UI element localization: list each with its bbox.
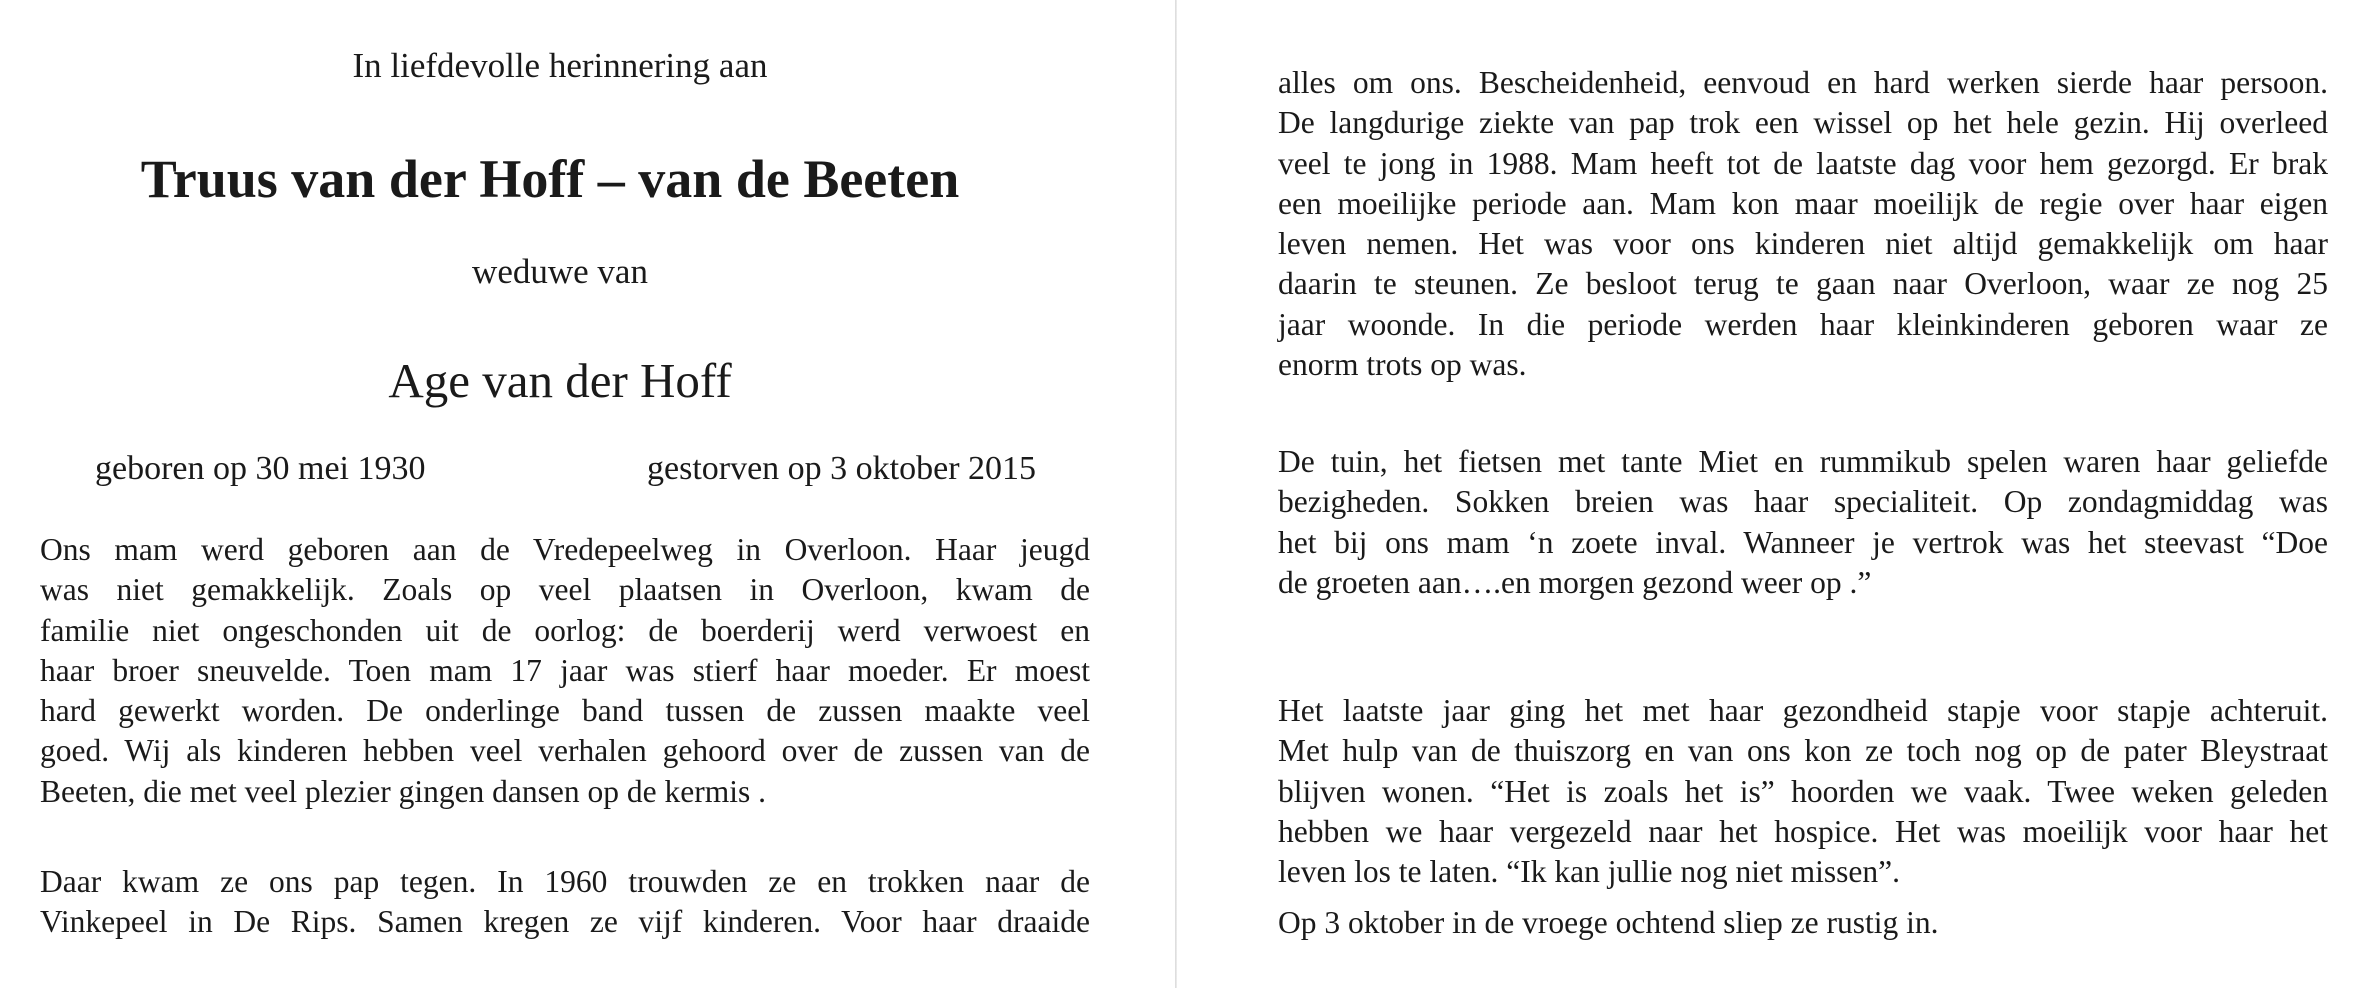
biography-paragraph-6 xyxy=(1278,903,2328,943)
text-line: de groeten aan….en morgen gezond weer op .” xyxy=(1278,564,1872,600)
widow-of-text: weduwe van xyxy=(472,252,648,291)
birth-date: geboren op 30 mei 1930 xyxy=(95,450,426,487)
text-line: Daar kwam ze ons pap tegen. In 1960 trouwden ze en trokken naar de xyxy=(40,864,1090,899)
text-line: hard gewerkt worden. De onderlinge band tussen de zussen maakte veel xyxy=(40,693,1090,729)
text-line: leven los te laten. “Ik kan jullie nog niet missen”. xyxy=(1278,854,1900,890)
text-line: een moeilijke periode aan. Mam kon maar moeilijk de regie over haar eigen xyxy=(1278,185,2328,221)
biography-paragraph-1 xyxy=(40,530,1090,812)
text-line: Het laatste jaar ging het met haar gezondheid stapje voor stapje achteruit. xyxy=(1278,693,2328,728)
text-line: haar broer sneuvelde. Toen mam 17 jaar was stierf haar moeder. Er moest xyxy=(40,652,1090,688)
text-line: familie niet ongeschonden uit de oorlog: de boerderij werd verwoest en xyxy=(40,612,1090,648)
text-line: bezigheden. Sokken breien was haar specialiteit. Op zondagmiddag was xyxy=(1278,484,2328,520)
text-line: alles om ons. Bescheidenheid, eenvoud en hard werken sierde haar persoon. xyxy=(1278,65,2328,100)
text-line: leven nemen. Het was voor ons kinderen niet altijd gemakkelijk om haar xyxy=(1278,226,2328,262)
text-line: Met hulp van de thuiszorg en van ons kon ze toch nog op de pater Bleystraat xyxy=(1278,733,2328,769)
biography-paragraph-3 xyxy=(1278,63,2328,385)
text-line: De tuin, het fietsen met tante Miet en rummikub spelen waren haar geliefde xyxy=(1278,444,2328,479)
text-line: enorm trots op was. xyxy=(1278,347,1527,383)
left-page xyxy=(0,0,1175,988)
biography-paragraph-5 xyxy=(1278,691,2328,892)
text-line: het bij ons mam ‘n zoete inval. Wanneer je vertrok was het steevast “Doe xyxy=(1278,524,2328,560)
card-fold-divider xyxy=(1175,0,1177,988)
biography-paragraph-4 xyxy=(1278,442,2328,603)
text-line: Op 3 oktober in de vroege ochtend sliep ze rustig in. xyxy=(1278,905,1939,940)
biography-paragraph-2 xyxy=(40,862,1090,943)
text-line: veel te jong in 1988. Mam heeft tot de laatste dag voor hem gezorgd. Er brak xyxy=(1278,145,2328,181)
text-line: hebben we haar vergezeld naar het hospice. Het was moeilijk voor haar het xyxy=(1278,813,2328,849)
text-line: daarin te steunen. Ze besloot terug te gaan naar Overloon, waar ze nog 25 xyxy=(1278,266,2328,302)
text-line: Beeten, die met veel plezier gingen dansen op de kermis . xyxy=(40,773,766,809)
text-line: blijven wonen. “Het is zoals het is” hoorden we vaak. Twee weken geleden xyxy=(1278,773,2328,809)
text-line: De langdurige ziekte van pap trok een wissel op het hele gezin. Hij overleed xyxy=(1278,105,2328,141)
text-line: Vinkepeel in De Rips. Samen kregen ze vijf kinderen. Voor haar draaide xyxy=(40,904,1090,940)
death-date: gestorven op 3 oktober 2015 xyxy=(647,450,1037,487)
text-line: was niet gemakkelijk. Zoals op veel plaatsen in Overloon, kwam de xyxy=(40,572,1090,608)
text-line: goed. Wij als kinderen hebben veel verhalen gehoord over de zussen van de xyxy=(40,733,1090,769)
right-page xyxy=(1178,0,2363,988)
text-line: Ons mam werd geboren aan de Vredepeelweg in Overloon. Haar jeugd xyxy=(40,532,1090,567)
intro-text: In liefdevolle herinnering aan xyxy=(352,46,768,85)
deceased-name: Truus van der Hoff – van de Beeten xyxy=(140,149,960,209)
spouse-name: Age van der Hoff xyxy=(388,353,732,408)
text-line: jaar woonde. In die periode werden haar kleinkinderen geboren waar ze xyxy=(1278,306,2328,342)
